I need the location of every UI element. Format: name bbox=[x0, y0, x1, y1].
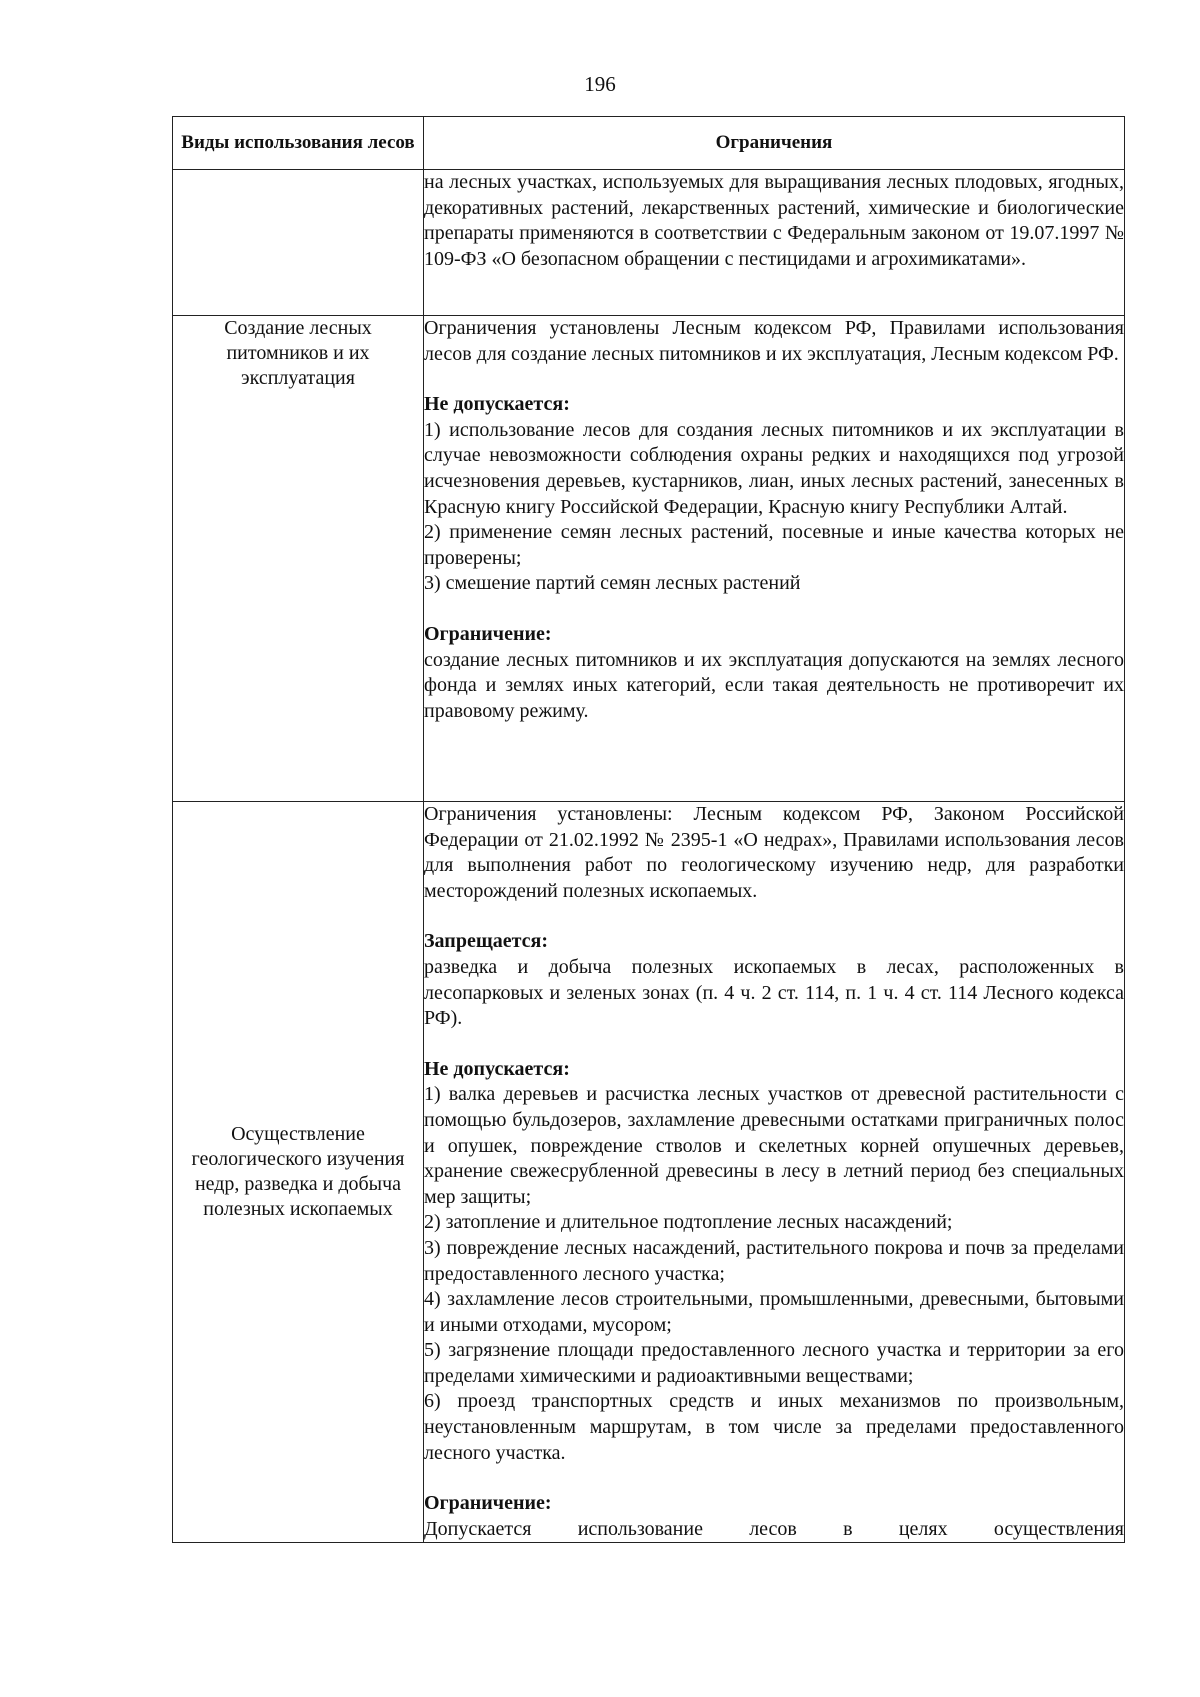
page-number: 196 bbox=[584, 72, 616, 96]
row2-restriction-text: создание лесных питомников и их эксплуатация допускаются на землях лесного фонда и землях иных категорий, если такая деятельность не противоречит их правовому режиму. bbox=[424, 648, 1124, 722]
row2-item-2: 2) применение семян лесных растений, посевные и иные качества которых не проверены; bbox=[424, 521, 1124, 569]
row3-heading-prohibited: Запрещается: bbox=[424, 930, 549, 953]
row3-intro: Ограничения установлены: Лесным кодексом РФ, Законом Российской Федерации от 21.02.1992 № 2395-1 «О недрах», Правилами использования лесов для выполнения работ по геологическому изучению недр, для разработки месторождений полезных ископаемых. bbox=[424, 803, 1124, 902]
table-row bbox=[173, 802, 1125, 1543]
row3-heading-not-allowed: Не допускается: bbox=[424, 1057, 570, 1080]
table-row bbox=[173, 316, 1125, 802]
row3-item-4: 4) захламление лесов строительными, промышленными, древесными, бытовыми и иными отходами, мусором; bbox=[424, 1288, 1124, 1336]
row3-heading-restriction: Ограничение: bbox=[424, 1492, 552, 1515]
row2-item-1: 1) использование лесов для создания лесных питомников и их эксплуатации в случае невозможности соблюдения охраны редких и находящихся под угрозой исчезновения деревьев, кустарников, лиан, иных лесных растений, занесенных в Красную книгу Российской Федерации, Красную книгу Республики Алтай. bbox=[424, 418, 1124, 518]
row3-item-1: 1) валка деревьев и расчистка лесных участков от древесной растительности с помощью бульдозеров, захламление древесными остатками приграничных полос и опушек, повреждение стволов и скелетных корней опушечных деревьев, хранение свежесрубленной древесины в лесу в летний период без специальных мер защиты; bbox=[424, 1083, 1124, 1208]
row3-item-2: 2) затопление и длительное подтопление лесных насаждений; bbox=[424, 1211, 953, 1234]
row2-type: Создание лесных питомников и их эксплуатация bbox=[173, 316, 424, 802]
row2-intro: Ограничения установлены Лесным кодексом РФ, Правилами использования лесов для создание лесных питомников и их эксплуатация, Лесным кодексом РФ. bbox=[424, 317, 1124, 365]
header-forest-use-types: Виды использования лесов bbox=[173, 117, 424, 170]
row3-item-5: 5) загрязнение площади предоставленного лесного участка и территории за его пределами химическими и радиоактивными веществами; bbox=[424, 1339, 1124, 1387]
row3-prohibited-text: разведка и добыча полезных ископаемых в лесах, расположенных в лесопарковых и зеленых зонах (п. 4 ч. 2 ст. 114, п. 1 ч. 4 ст. 114 Лесного кодекса РФ). bbox=[424, 955, 1124, 1030]
table-header-row bbox=[173, 117, 1125, 170]
row3-restriction-text: Допускается использование лесов в целях осуществления bbox=[424, 1517, 1124, 1540]
restrictions-table bbox=[172, 116, 1125, 1543]
row3-restrictions bbox=[424, 802, 1125, 1543]
row1-text: на лесных участках, используемых для выращивания лесных плодовых, ягодных, декоративных растений, лекарственных растений, химические и биологические препараты применяются в соответствии с Федеральным законом от 19.07.1997 № 109-ФЗ «О безопасном обращении с пестицидами и агрохимикатами». bbox=[424, 171, 1124, 270]
table-row bbox=[173, 170, 1125, 316]
header-restrictions: Ограничения bbox=[424, 117, 1125, 170]
row1-type bbox=[173, 170, 424, 316]
row3-item-6: 6) проезд транспортных средств и иных механизмов по произвольным, неустановленным маршрутам, в том числе за пределами предоставленного лесного участка. bbox=[424, 1390, 1124, 1464]
row1-restrictions bbox=[424, 170, 1125, 316]
row2-restrictions bbox=[424, 316, 1125, 802]
row2-heading-not-allowed: Не допускается: bbox=[424, 393, 570, 416]
row2-heading-restriction: Ограничение: bbox=[424, 622, 552, 645]
row2-item-3: 3) смешение партий семян лесных растений bbox=[424, 572, 801, 595]
row3-type: Осуществление геологического изучения недр, разведка и добыча полезных ископаемых bbox=[173, 802, 424, 1543]
row3-item-3: 3) повреждение лесных насаждений, растительного покрова и почв за пределами предоставленного лесного участка; bbox=[424, 1236, 1124, 1285]
